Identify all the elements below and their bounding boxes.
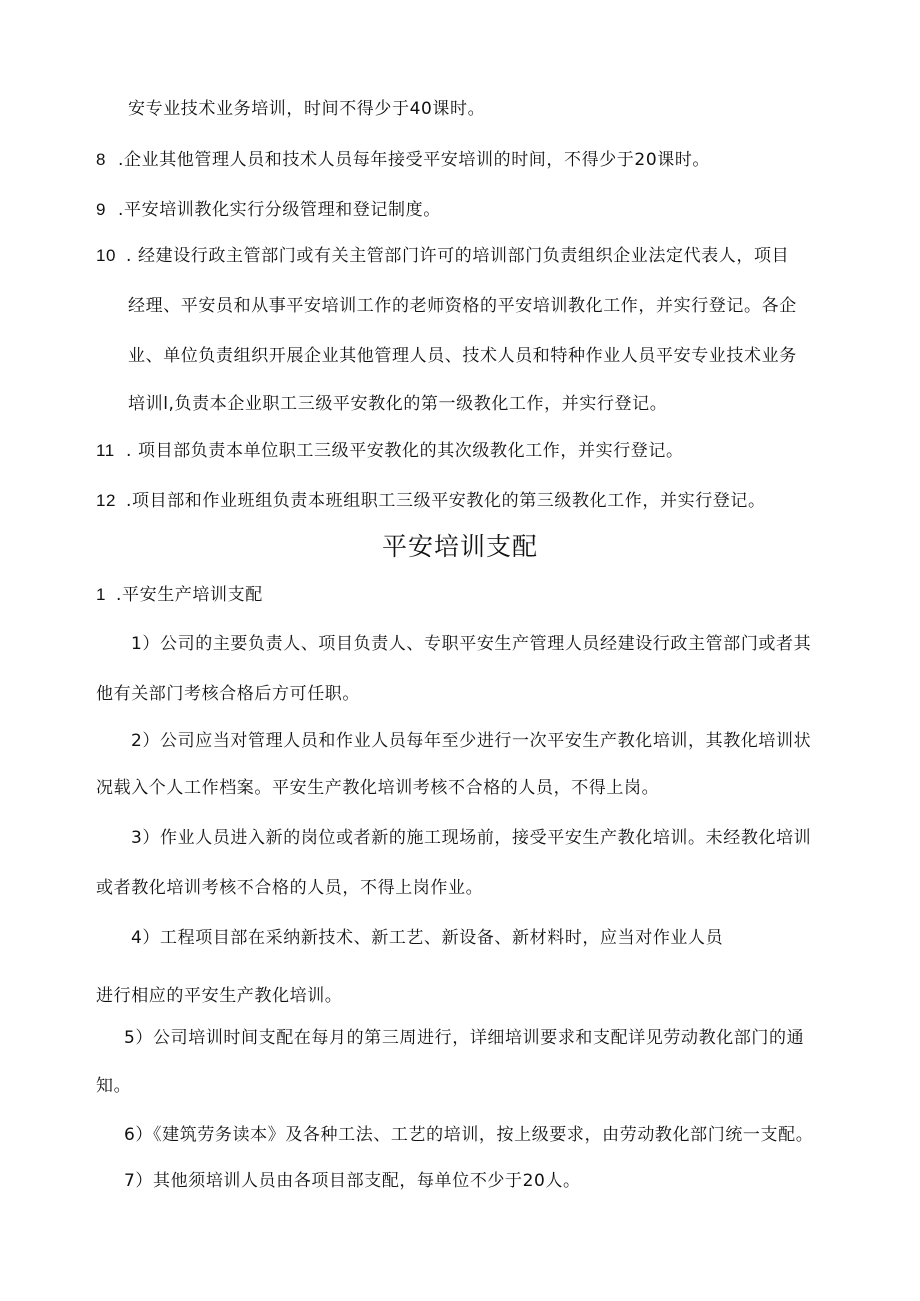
item-number: 8: [96, 150, 107, 169]
list-item-10-line-4: 培训l,负责本企业职工三级平安教化的第一级教化工作，并实行登记。: [128, 394, 668, 414]
point-1-line-1: 1）公司的主要负责人、项目负责人、专职平安生产管理人员经建设行政主管部门或者其: [131, 634, 812, 654]
item-text: . 经建设行政主管部门或有关主管部门许可的培训部门负责组织企业法定代表人，项目: [126, 246, 790, 266]
item-text: .平安生产培训支配: [116, 585, 263, 605]
item-number: 12: [96, 491, 117, 510]
list-item-9: [96, 199, 441, 221]
subsection-heading: [96, 584, 263, 606]
item-number: 9: [96, 200, 107, 219]
item-text: .平安培训教化实行分级管理和登记制度。: [118, 200, 441, 220]
point-5-line-1: 5）公司培训时间支配在每月的第三周进行，详细培训要求和支配详见劳动教化部门的通: [124, 1028, 805, 1048]
point-4-line-1: 4）工程项目部在采纳新技术、新工艺、新设备、新材料时，应当对作业人员: [131, 928, 724, 948]
list-item-10-line-3: 业、单位负责组织开展企业其他管理人员、技术人员和特种作业人员平安专业技术业务: [128, 346, 797, 366]
point-1-line-2: 他有关部门考核合格后方可任职。: [96, 684, 360, 704]
item-text: .企业其他管理人员和技术人员每年接受平安培训的时间，不得少于20课时。: [118, 150, 711, 170]
list-item-8: [96, 149, 710, 171]
point-2-line-1: 2）公司应当对管理人员和作业人员每年至少进行一次平安生产教化培训，其教化培训状: [131, 731, 812, 751]
point-2-line-2: 况载入个人工作档案。平安生产教化培训考核不合格的人员，不得上岗。: [96, 778, 660, 798]
list-item-10: [96, 245, 789, 267]
point-3-line-1: 3）作业人员进入新的岗位或者新的施工现场前，接受平安生产教化培训。未经教化培训: [131, 828, 812, 848]
list-item-11: [96, 440, 684, 462]
item-text: .项目部和作业班组负责本班组职工三级平安教化的第三级教化工作，并实行登记。: [126, 491, 766, 511]
point-4-line-2: 进行相应的平安生产教化培训。: [96, 986, 343, 1006]
point-6: 6）《建筑劳务读本》及各种工法、工艺的培训，按上级要求，由劳动教化部门统一支配。: [124, 1125, 814, 1145]
point-7: 7）其他须培训人员由各项目部支配，每单位不少于20人。: [124, 1171, 581, 1191]
list-item-10-line-2: 经理、平安员和从事平安培训工作的老师资格的平安培训教化工作，并实行登记。各企: [128, 296, 797, 316]
item-number: 11: [96, 441, 115, 460]
point-5-line-2: 知。: [96, 1076, 132, 1096]
item-text: . 项目部负责本单位职工三级平安教化的其次级教化工作，并实行登记。: [126, 441, 684, 461]
point-3-line-2: 或者教化培训考核不合格的人员，不得上岗作业。: [96, 878, 484, 898]
continuation-line: 安专业技术业务培训，时间不得少于40课时。: [128, 99, 486, 119]
list-item-12: [96, 490, 766, 512]
item-number: 10: [96, 246, 117, 265]
section-title: 平安培训支配: [381, 532, 538, 561]
item-number: 1: [96, 585, 107, 604]
